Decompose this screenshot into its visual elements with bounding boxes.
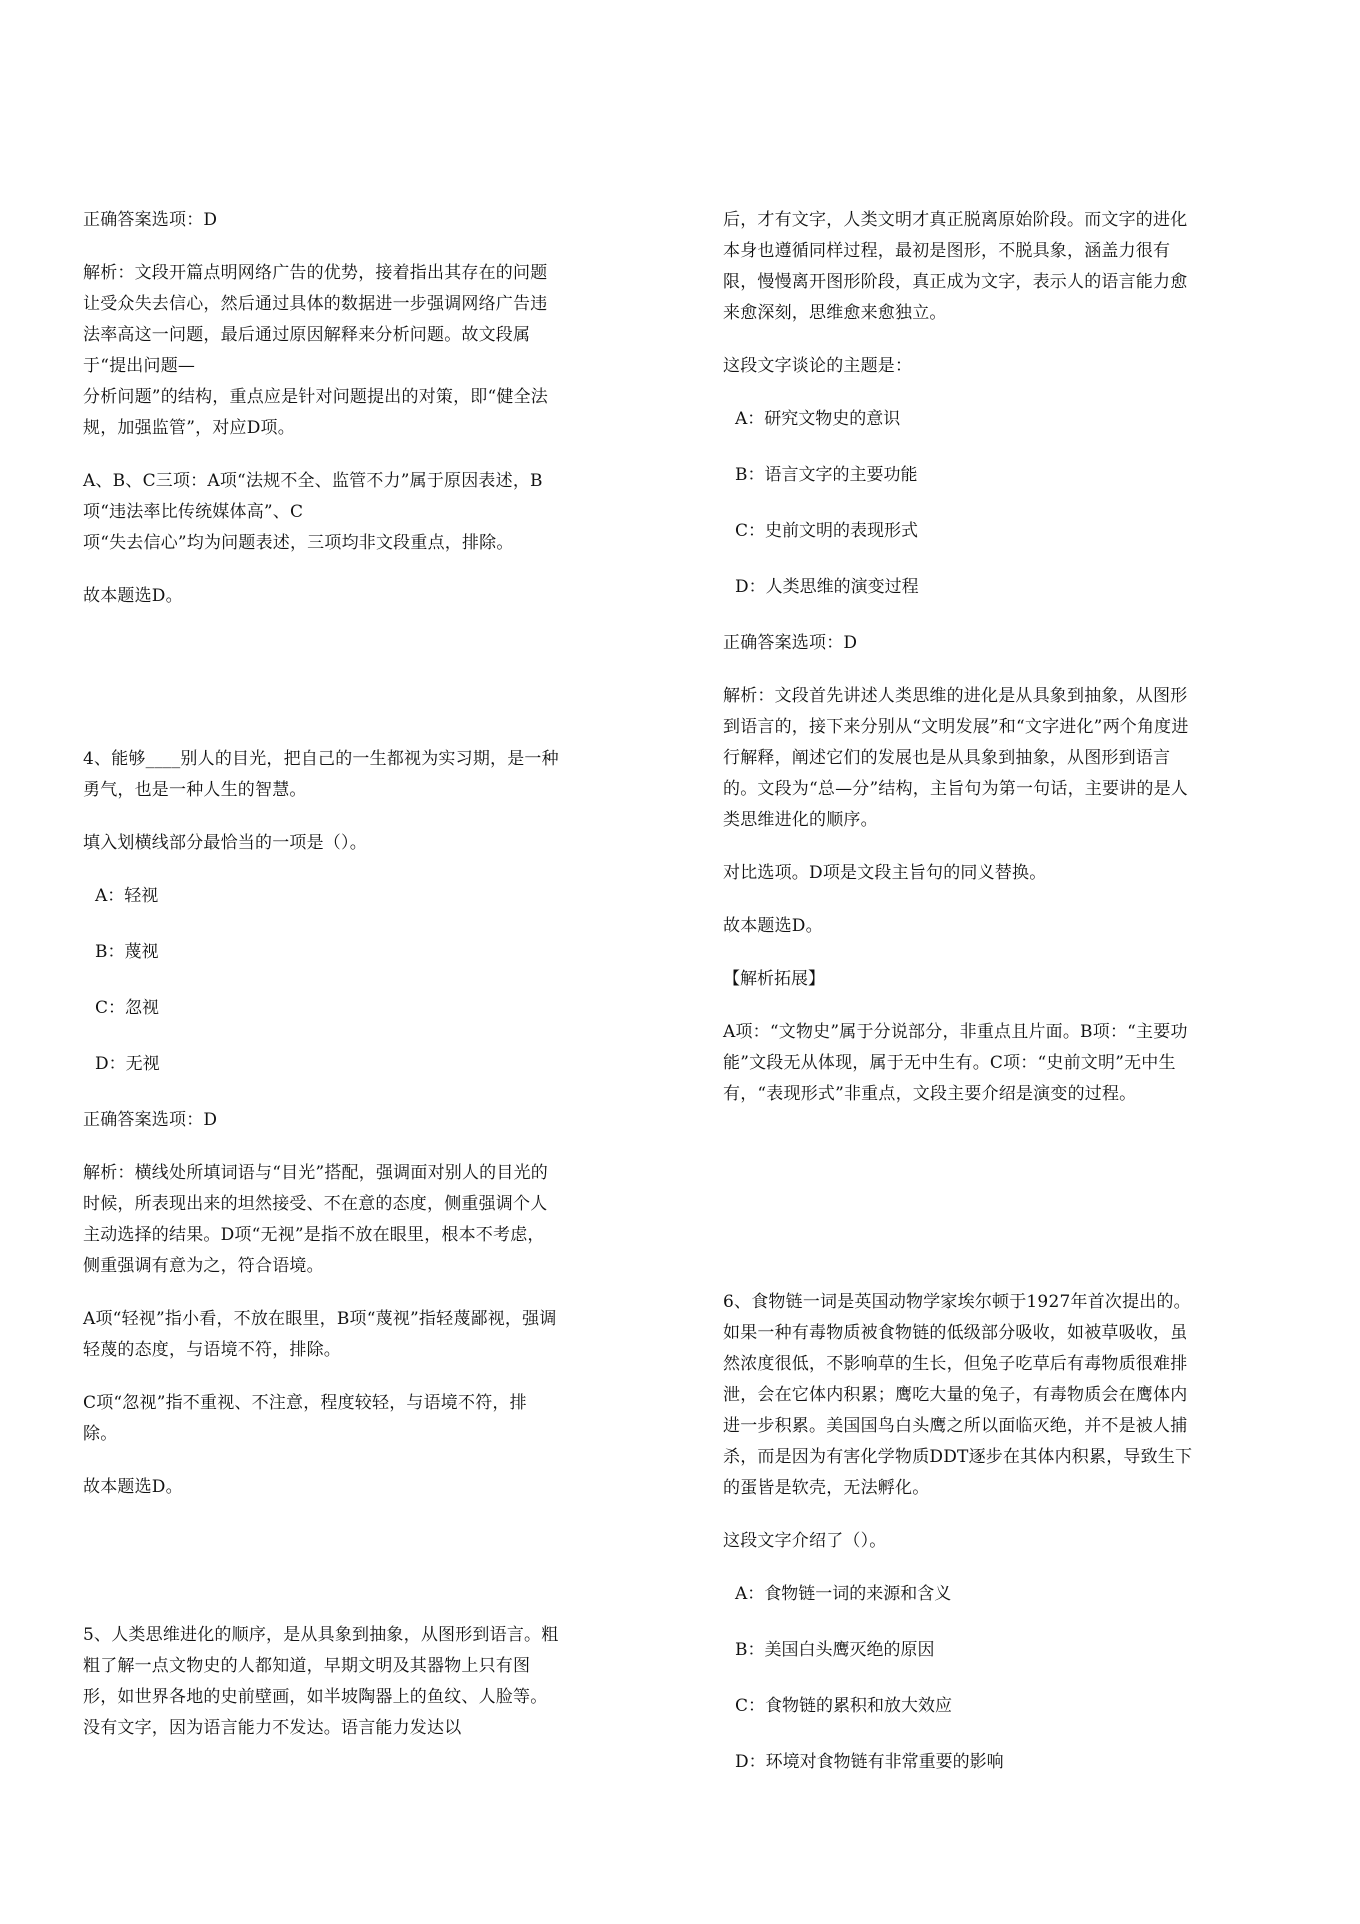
- q5-answer: 正确答案选项：D: [723, 633, 858, 653]
- q4-analysis-1: 解析：横线处所填词语与“目光”搭配，强调面对别人的目光的时候，所表现出来的坦然接受、不在意的态度，侧重强调个人主动选择的结果。D项“无视”是指不放在眼里，根本不考虑，侧重强调有意为之，符合语境。: [83, 1163, 548, 1276]
- q6-stem: 6、食物链一词是英国动物学家埃尔顿于1927年首次提出的。如果一种有毒物质被食物链的低级部分吸收，如被草吸收，虽然浓度很低，不影响草的生长，但兔子吃草后有毒物质很难排泄，会在它体内积累；鹰吃大量的兔子，有毒物质会在鹰体内进一步积累。美国国鸟白头鹰之所以面临灭绝，并不是被人捕杀，而是因为有害化学物质DDT逐步在其体内积累，导致生下的蛋皆是软壳，无法孵化。: [723, 1292, 1193, 1498]
- q6-option-a: A：食物链一词的来源和含义: [735, 1584, 952, 1604]
- q4-analysis-3: C项“忽视”指不重视、不注意，程度较轻，与语境不符，排除。: [83, 1393, 527, 1444]
- q4-analysis-2: A项“轻视”指小看，不放在眼里，B项“蔑视”指轻蔑鄙视，强调轻蔑的态度，与语境不符，排除。: [83, 1309, 557, 1360]
- q6-option-d: D：环境对食物链有非常重要的影响: [735, 1752, 1004, 1772]
- q5-option-d: D：人类思维的演变过程: [735, 577, 919, 597]
- q4-conclusion: 故本题选D。: [83, 1477, 183, 1497]
- right-column: [723, 205, 1201, 1803]
- q4-prompt: 填入划横线部分最恰当的一项是（）。: [83, 833, 367, 853]
- q5-prompt: 这段文字谈论的主题是：: [723, 356, 913, 376]
- q4-option-c: C：忽视: [95, 998, 160, 1018]
- spacer: [723, 1132, 1201, 1287]
- q6-option-b: B：美国白头鹰灭绝的原因: [735, 1640, 935, 1660]
- spacer: [83, 634, 561, 744]
- q4-option-b: B：蔑视: [95, 942, 159, 962]
- q3-analysis-2: A、B、C三项：A项“法规不全、监管不力”属于原因表述，B 项“违法率比传统媒体高”、C 项“失去信心”均为问题表述，三项均非文段重点，排除。: [83, 471, 543, 553]
- q4-answer: 正确答案选项：D: [83, 1110, 218, 1130]
- spacer: [83, 1525, 561, 1620]
- q4-option-a: A：轻视: [95, 886, 159, 906]
- q5-stem: 5、人类思维进化的顺序，是从具象到抽象，从图形到语言。粗粗了解一点文物史的人都知道，早期文明及其器物上只有图形，如世界各地的史前壁画，如半坡陶器上的鱼纹、人脸等。没有文字，因为语言能力不发达。语言能力发达以: [83, 1625, 559, 1738]
- q4-option-d: D：无视: [95, 1054, 160, 1074]
- q5-extension: A项：“文物史”属于分说部分，非重点且片面。B项：“主要功能”文段无从体现，属于无中生有。C项：“史前文明”无中生有，“表现形式”非重点，文段主要介绍是演变的过程。: [723, 1022, 1188, 1104]
- q5-stem-continued: 后，才有文字，人类文明才真正脱离原始阶段。而文字的进化本身也遵循同样过程，最初是图形，不脱具象，涵盖力很有限，慢慢离开图形阶段，真正成为文字，表示人的语言能力愈来愈深刻，思维愈来愈独立。: [723, 210, 1188, 323]
- q3-answer: 正确答案选项：D: [83, 210, 218, 230]
- q5-analysis-1: 解析：文段首先讲述人类思维的进化是从具象到抽象，从图形到语言的，接下来分别从“文明发展”和“文字进化”两个角度进行解释，阐述它们的发展也是从具象到抽象，从图形到语言的。文段为“总—分”结构，主旨句为第一句话，主要讲的是人类思维进化的顺序。: [723, 686, 1189, 830]
- q5-extension-title: 【解析拓展】: [723, 969, 825, 989]
- q6-prompt: 这段文字介绍了（）。: [723, 1531, 887, 1551]
- q5-analysis-2: 对比选项。D项是文段主旨句的同义替换。: [723, 863, 1047, 883]
- q5-option-a: A：研究文物史的意识: [735, 409, 901, 429]
- q5-option-b: B：语言文字的主要功能: [735, 465, 918, 485]
- q4-stem: 4、能够____别人的目光，把自己的一生都视为实习期，是一种勇气，也是一种人生的智慧。: [83, 749, 559, 800]
- left-column: [83, 205, 561, 1766]
- q5-option-c: C：史前文明的表现形式: [735, 521, 919, 541]
- q5-conclusion: 故本题选D。: [723, 916, 823, 936]
- q3-conclusion: 故本题选D。: [83, 586, 183, 606]
- q3-analysis-1: 解析：文段开篇点明网络广告的优势，接着指出其存在的问题让受众失去信心，然后通过具体的数据进一步强调网络广告违法率高这一问题，最后通过原因解释来分析问题。故文段属于“提出问题— 分析问题”的结构，重点应是针对问题提出的对策，即“健全法规，加强监管”，对应D项。: [83, 263, 548, 438]
- q6-option-c: C：食物链的累积和放大效应: [735, 1696, 953, 1716]
